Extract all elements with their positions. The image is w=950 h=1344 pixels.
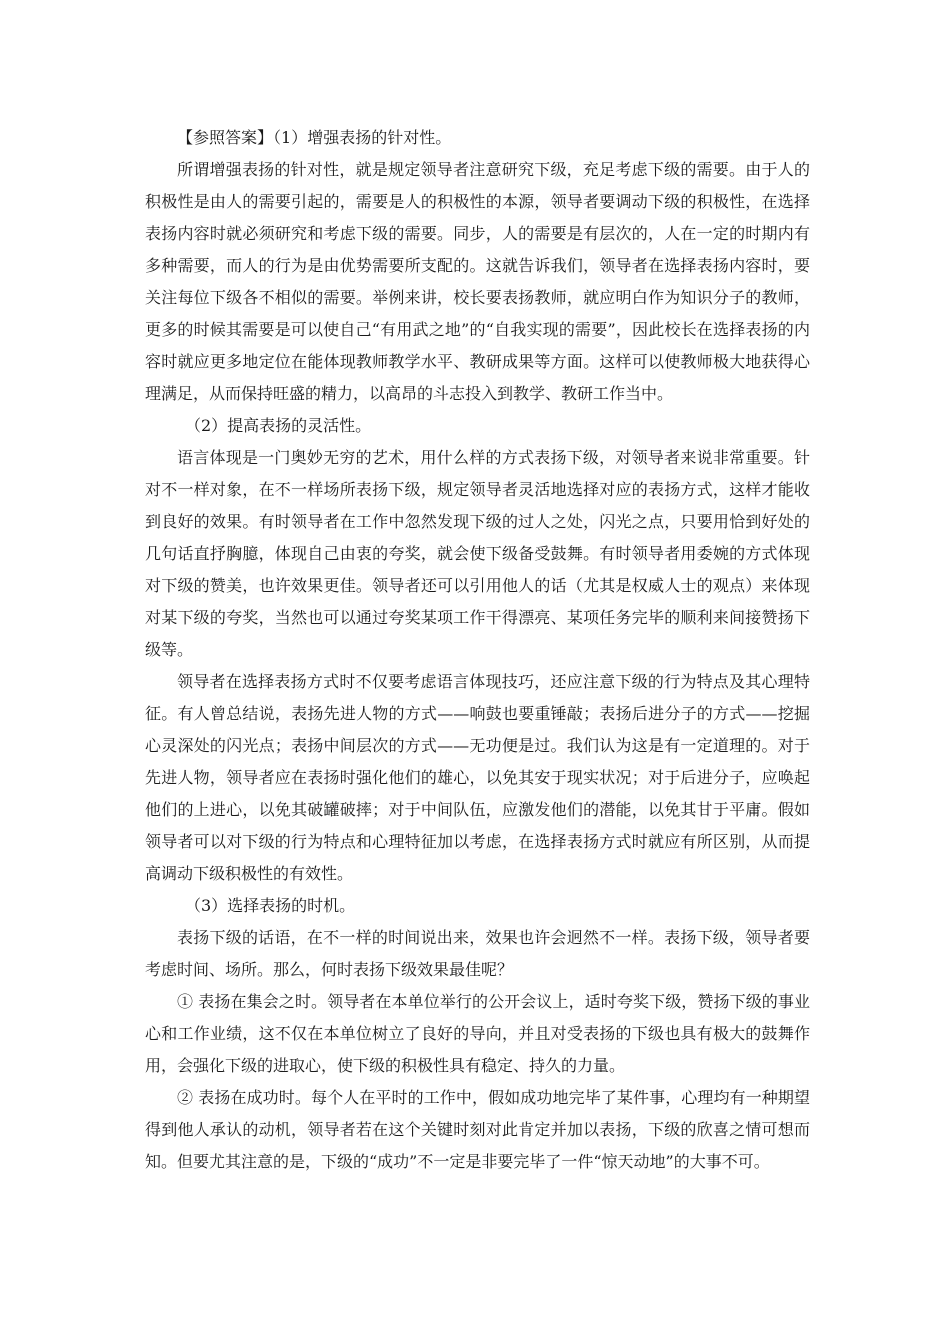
answer-label: 【参照答案】 [177,128,274,147]
paragraph-targeting: 所谓增强表扬的针对性，就是规定领导者注意研究下级，充足考虑下级的需要。由于人的积极性是由人的需要引起的，需要是人的积极性的本源，领导者要调动下级的积极性，在选择表扬内容时就必须研究和考虑下级的需要。同步，人的需要是有层次的，人在一定的时期内有多种需要，而人的行为是由优势需要所支配的。这就告诉我们，领导者在选择表扬内容时，要关注每位下级各不相似的需要。举例来讲，校长要表扬教师，就应明白作为知识分子的教师，更多的时候其需要是可以使自己“有用武之地”的“自我实现的需要”，因此校长在选择表扬的内容时就应更多地定位在能体现教师教学水平、教研成果等方面。这样可以使教师极大地获得心理满足，从而保持旺盛的精力，以高昂的斗志投入到教学、教研工作当中。 [145,160,810,403]
section-3-title: （3）选择表扬的时机。 [185,896,356,915]
document-body [145,122,810,1178]
section-1-title: （1）增强表扬的针对性。 [273,128,452,147]
list-item-success: ② 表扬在成功时。每个人在平时的工作中，假如成功地完毕了某件事，心理均有一种期望得到他人承认的动机，领导者若在这个关键时刻对此肯定并加以表扬，下级的欣喜之情可想而知。但要尤其注意的是，下级的“成功”不一定是非要完毕了一件“惊天动地”的大事不可。 [145,1088,810,1171]
paragraph-method-selection: 领导者在选择表扬方式时不仅要考虑语言体现技巧，还应注意下级的行为特点及其心理特征。有人曾总结说，表扬先进人物的方式——响鼓也要重锤敲；表扬后进分子的方式——挖掘心灵深处的闪光点；表扬中间层次的方式——无功便是过。我们认为这是有一定道理的。对于先进人物，领导者应在表扬时强化他们的雄心，以免其安于现实状况；对于后进分子，应唤起他们的上进心，以免其破罐破摔；对于中间队伍，应激发他们的潜能，以免其甘于平庸。假如领导者可以对下级的行为特点和心理特征加以考虑，在选择表扬方式时就应有所区别，从而提高调动下级积极性的有效性。 [145,672,810,883]
paragraph-timing: 表扬下级的话语，在不一样的时间说出来，效果也许会迥然不一样。表扬下级，领导者要考虑时间、场所。那么，何时表扬下级效果最佳呢？ [145,928,810,979]
section-2-title: （2）提高表扬的灵活性。 [185,416,372,435]
answer-heading-paragraph [145,122,810,154]
paragraph-language-art: 语言体现是一门奥妙无穷的艺术，用什么样的方式表扬下级，对领导者来说非常重要。针对不一样对象，在不一样场所表扬下级，规定领导者灵活地选择对应的表扬方式，这样才能收到良好的效果。有时领导者在工作中忽然发现下级的过人之处，闪光之点，只要用恰到好处的几句话直抒胸臆，体现自己由衷的夸奖，就会使下级备受鼓舞。有时领导者用委婉的方式体现对下级的赞美，也许效果更佳。领导者还可以引用他人的话（尤其是权威人士的观点）来体现对某下级的夸奖，当然也可以通过夸奖某项工作干得漂亮、某项任务完毕的顺利来间接赞扬下级等。 [145,448,810,659]
list-item-meeting: ① 表扬在集会之时。领导者在本单位举行的公开会议上，适时夸奖下级，赞扬下级的事业心和工作业绩，这不仅在本单位树立了良好的导向，并且对受表扬的下级也具有极大的鼓舞作用，会强化下级的进取心，使下级的积极性具有稳定、持久的力量。 [145,992,810,1075]
